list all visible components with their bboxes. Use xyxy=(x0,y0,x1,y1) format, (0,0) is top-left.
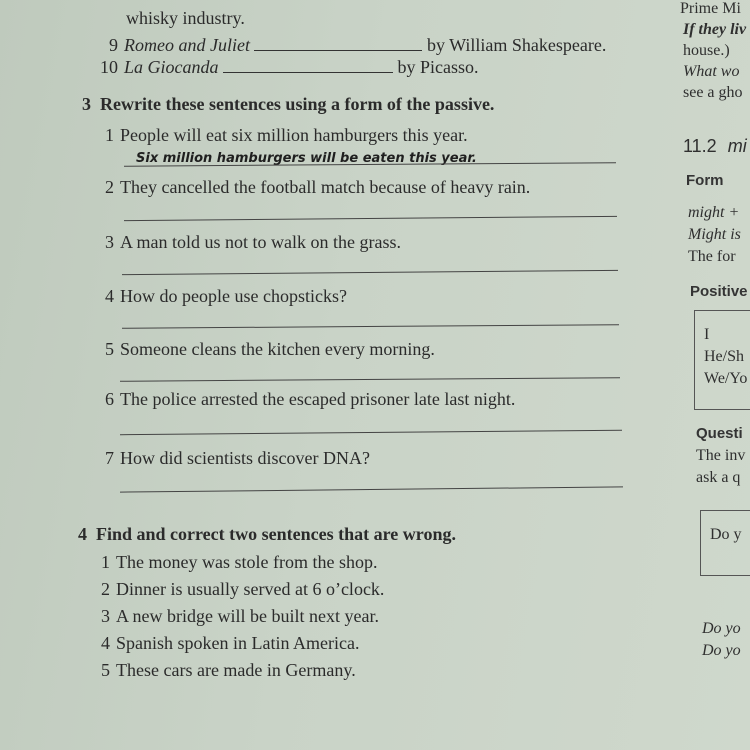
ex3-item-2: 2 They cancelled the football match because of heavy rain. xyxy=(105,177,531,197)
ex4-item-5: 5 These cars are made in Germany. xyxy=(101,660,356,680)
ex2-item-10: 10 La Giocanda by Picasso. xyxy=(100,57,479,77)
ex2-item-10-title: La Giocanda xyxy=(124,57,219,77)
ex3-answer-line-3[interactable] xyxy=(122,270,618,275)
box1-line-2: He/Sh xyxy=(704,348,744,365)
section-heading: 11.2 mi xyxy=(683,136,747,156)
ex3-item-1: 1 People will eat six million hamburgers this year. xyxy=(105,125,468,145)
box1-line-3: We/Yo xyxy=(704,370,748,387)
right-line-12: Do yo xyxy=(702,642,741,659)
ex4-item-1: 1 The money was stole from the shop. xyxy=(101,552,378,572)
positive-heading: Positive xyxy=(690,283,748,300)
form-heading: Form xyxy=(686,172,724,189)
right-line-4: What wo xyxy=(683,63,740,80)
ex2-item-9: 9 Romeo and Juliet by William Shakespeare. xyxy=(109,35,607,55)
box2-line: Do y xyxy=(710,526,742,543)
ex3-item-7: 7 How did scientists discover DNA? xyxy=(105,448,370,468)
ex3-answer-line-7[interactable] xyxy=(120,486,623,492)
ex3-item-4: 4 How do people use chopsticks? xyxy=(105,286,347,306)
ex4-item-4: 4 Spanish spoken in Latin America. xyxy=(101,633,360,653)
right-column xyxy=(678,0,750,750)
ex3-answer-line-5[interactable] xyxy=(120,377,620,381)
right-line-11: Do yo xyxy=(702,620,741,637)
ex3-item-1-answer: Six million hamburgers will be eaten this year. xyxy=(136,151,477,166)
right-line-8: The for xyxy=(688,248,736,265)
ex3-heading: 3 Rewrite these sentences using a form of the passive. xyxy=(82,94,495,114)
right-line-1: Prime Mi xyxy=(680,0,741,17)
ex3-item-3: 3 A man told us not to walk on the grass. xyxy=(105,232,401,252)
ex4-item-3: 3 A new bridge will be built next year. xyxy=(101,606,379,626)
ex2-line-top: whisky industry. xyxy=(126,8,245,28)
ex3-answer-line-4[interactable] xyxy=(122,324,619,328)
right-line-7: Might is xyxy=(688,226,741,243)
ex2-item-10-blank[interactable] xyxy=(223,58,393,73)
ex4-heading: 4 Find and correct two sentences that are wrong. xyxy=(78,524,456,544)
right-line-10: ask a q xyxy=(696,469,741,486)
ex3-answer-line-2[interactable] xyxy=(124,216,617,221)
ex2-item-9-title: Romeo and Juliet xyxy=(124,35,250,55)
right-line-2: If they liv xyxy=(683,21,747,38)
ex4-item-2: 2 Dinner is usually served at 6 o’clock. xyxy=(101,579,385,599)
box1-line-1: I xyxy=(704,326,710,343)
ex3-answer-line-6[interactable] xyxy=(120,430,622,435)
questions-heading: Questi xyxy=(696,425,743,442)
right-line-6: might + xyxy=(688,204,740,221)
ex3-item-5: 5 Someone cleans the kitchen every morning. xyxy=(105,339,435,359)
right-line-3: house.) xyxy=(683,42,730,59)
ex3-item-6: 6 The police arrested the escaped prisoner late last night. xyxy=(105,389,516,409)
right-line-9: The inv xyxy=(696,447,746,464)
ex2-item-9-blank[interactable] xyxy=(254,36,422,51)
right-line-5: see a gho xyxy=(683,84,743,101)
